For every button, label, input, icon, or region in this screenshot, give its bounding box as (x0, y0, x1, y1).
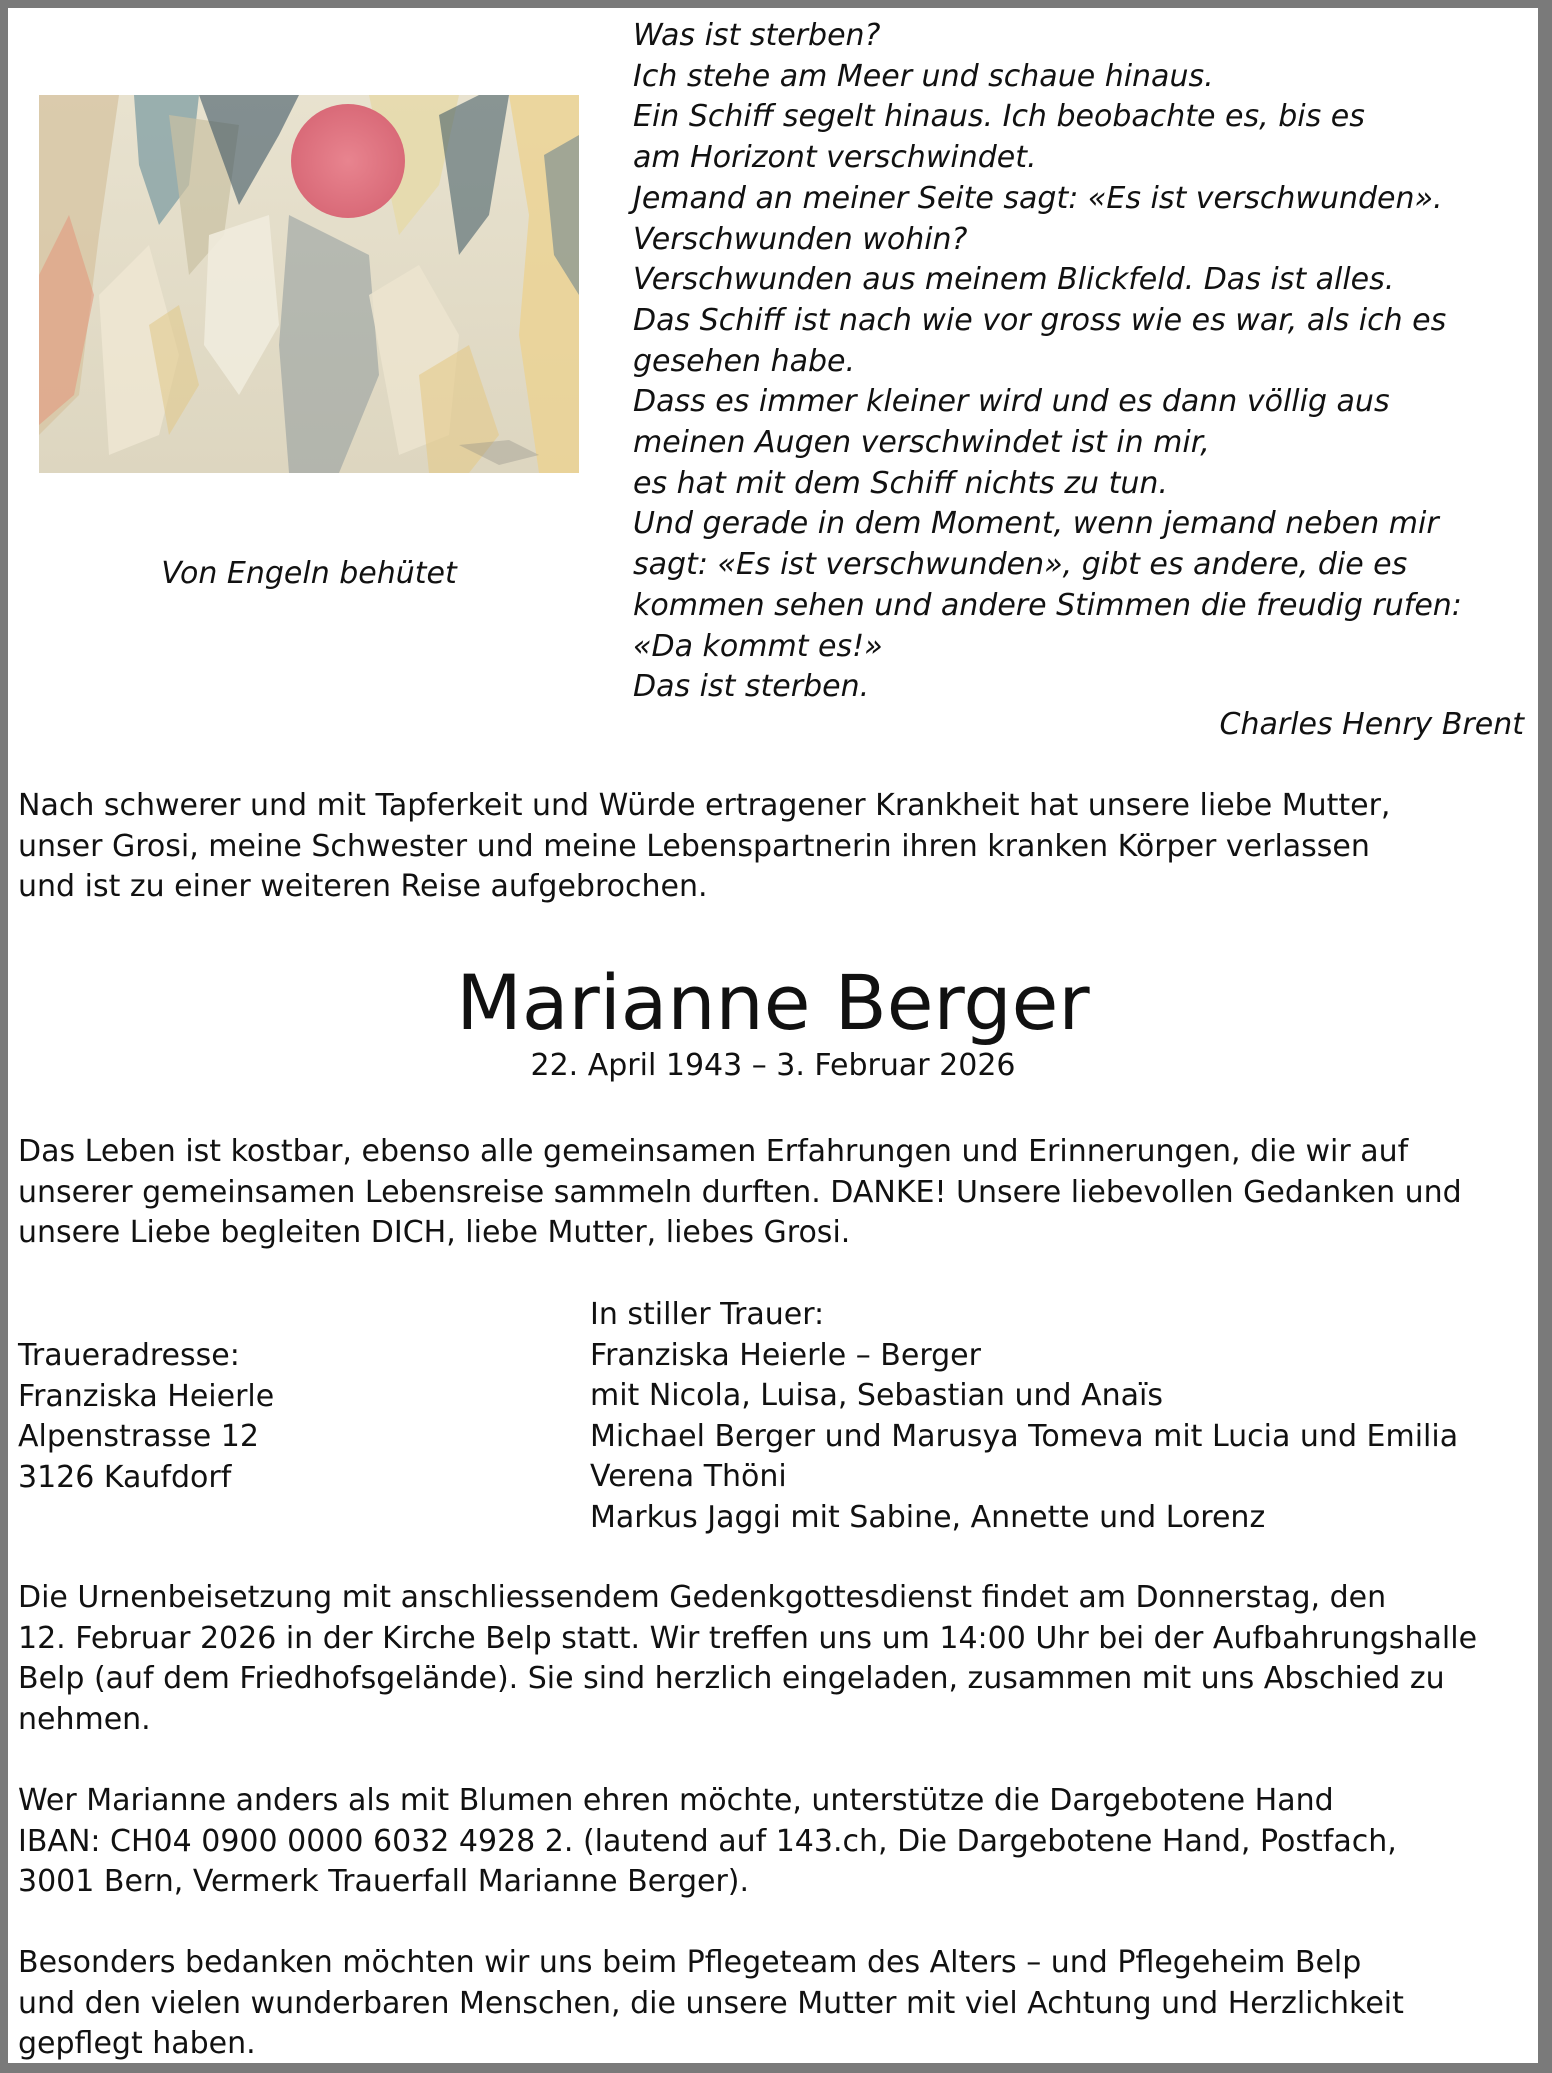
service-line: Die Urnenbeisetzung mit anschliessendem Gedenkgottesdienst findet am Donnerstag, den (18, 1580, 1387, 1615)
intro-paragraph (18, 786, 1533, 908)
thanks-paragraph (18, 1943, 1533, 2063)
address-line: Alpenstrasse 12 (18, 1419, 259, 1454)
poem-line: meinen Augen verschwindet ist in mir, (633, 425, 1210, 461)
mourning-address (18, 1336, 274, 1498)
intro-line: und ist zu einer weiteren Reise aufgebrochen. (18, 869, 708, 904)
donation-line: Wer Marianne anders als mit Blumen ehren möchte, unterstütze die Dargebotene Hand (18, 1783, 1334, 1818)
tribute-line: unsere Liebe begleiten DICH, liebe Mutter, liebes Grosi. (18, 1215, 851, 1250)
poem-line: Das ist sterben. (633, 669, 870, 705)
donation-line: IBAN: CH04 0900 0000 6032 4928 2. (lautend auf 143.ch, Die Dargebotene Hand, Postfach, (18, 1823, 1397, 1859)
intro-line: Nach schwerer und mit Tapferkeit und Würde ertragener Krankheit hat unsere liebe Mutter, (18, 788, 1391, 823)
deceased-name: Marianne Berger (456, 958, 1090, 1047)
service-line: Belp (auf dem Friedhofsgelände). Sie sind herzlich eingeladen, zusammen mit uns Abschied zu (18, 1661, 1445, 1696)
poem-author: Charles Henry Brent (1219, 707, 1524, 742)
painting-image (39, 95, 579, 473)
mourner-line: Verena Thöni (590, 1459, 787, 1494)
mourner-line: mit Nicola, Luisa, Sebastian und Anaïs (590, 1378, 1163, 1413)
poem-line: Verschwunden aus meinem Blickfeld. Das ist alles. (633, 262, 1395, 298)
poem-line: kommen sehen und andere Stimmen die freudig rufen: (633, 587, 1462, 623)
poem-line: sagt: «Es ist verschwunden», gibt es andere, die es (633, 547, 1408, 583)
poem-line: Ich stehe am Meer und schaue hinaus. (633, 58, 1214, 94)
thanks-line: und den vielen wunderbaren Menschen, die unsere Mutter mit viel Achtung und Herzlichkeit (18, 1985, 1404, 2021)
obituary-page (8, 8, 1538, 2063)
poem-line: es hat mit dem Schiff nichts zu tun. (633, 465, 1168, 501)
poem-line: «Da kommt es!» (633, 628, 883, 664)
address-line: Franziska Heierle (18, 1378, 275, 1414)
thanks-line: Besonders bedanken möchten wir uns beim Pflegeteam des Alters – und Pflegeheim Belp (18, 1945, 1362, 1980)
donation-paragraph (18, 1781, 1533, 1903)
mourner-line: Michael Berger und Marusya Tomeva mit Lucia und Emilia (590, 1418, 1459, 1454)
poem-line: Was ist sterben? (633, 18, 881, 53)
poem-line: am Horizont verschwindet. (633, 140, 1037, 176)
mourner-line: Franziska Heierle – Berger (590, 1337, 981, 1373)
poem-line: Ein Schiff segelt hinaus. Ich beobachte es, bis es (633, 99, 1365, 135)
mourners-list (590, 1295, 1458, 1538)
poem-line: Und gerade in dem Moment, wenn jemand neben mir (633, 506, 1439, 542)
poem-line: Jemand an meiner Seite sagt: «Es ist verschwunden». (633, 180, 1443, 216)
poem-line: Verschwunden wohin? (633, 221, 968, 257)
address-line: Traueradresse: (18, 1338, 240, 1373)
thanks-line: gepflegt haben. (18, 2026, 256, 2061)
tribute-paragraph (18, 1132, 1533, 1254)
poem-line: Das Schiff ist nach wie vor gross wie es war, als ich es (633, 302, 1447, 338)
mourner-line: Markus Jaggi mit Sabine, Annette und Lorenz (590, 1499, 1266, 1535)
tribute-line: unserer gemeinsamen Lebensreise sammeln durften. DANKE! Unsere liebevollen Gedanken und (18, 1174, 1462, 1210)
service-line: 12. Februar 2026 in der Kirche Belp statt. Wir treffen uns um 14:00 Uhr bei der Aufbahrungshalle (18, 1620, 1478, 1656)
tribute-line: Das Leben ist kostbar, ebenso alle gemeinsamen Erfahrungen und Erinnerungen, die wir auf (18, 1134, 1409, 1169)
mourners-heading: In stiller Trauer: (590, 1297, 825, 1332)
poem (633, 16, 1523, 708)
donation-line: 3001 Bern, Vermerk Trauerfall Marianne Berger). (18, 1864, 750, 1899)
service-line: nehmen. (18, 1701, 151, 1737)
angel-painting-icon (39, 95, 579, 473)
life-dates: 22. April 1943 – 3. Februar 2026 (530, 1048, 1016, 1083)
intro-line: unser Grosi, meine Schwester und meine Lebenspartnerin ihren kranken Körper verlassen (18, 828, 1370, 864)
poem-line: Dass es immer kleiner wird und es dann völlig aus (633, 384, 1390, 420)
poem-line: gesehen habe. (633, 343, 856, 379)
painting-caption: Von Engeln behütet (161, 556, 457, 591)
service-paragraph (18, 1578, 1533, 1740)
address-line: 3126 Kaufdorf (18, 1459, 232, 1495)
